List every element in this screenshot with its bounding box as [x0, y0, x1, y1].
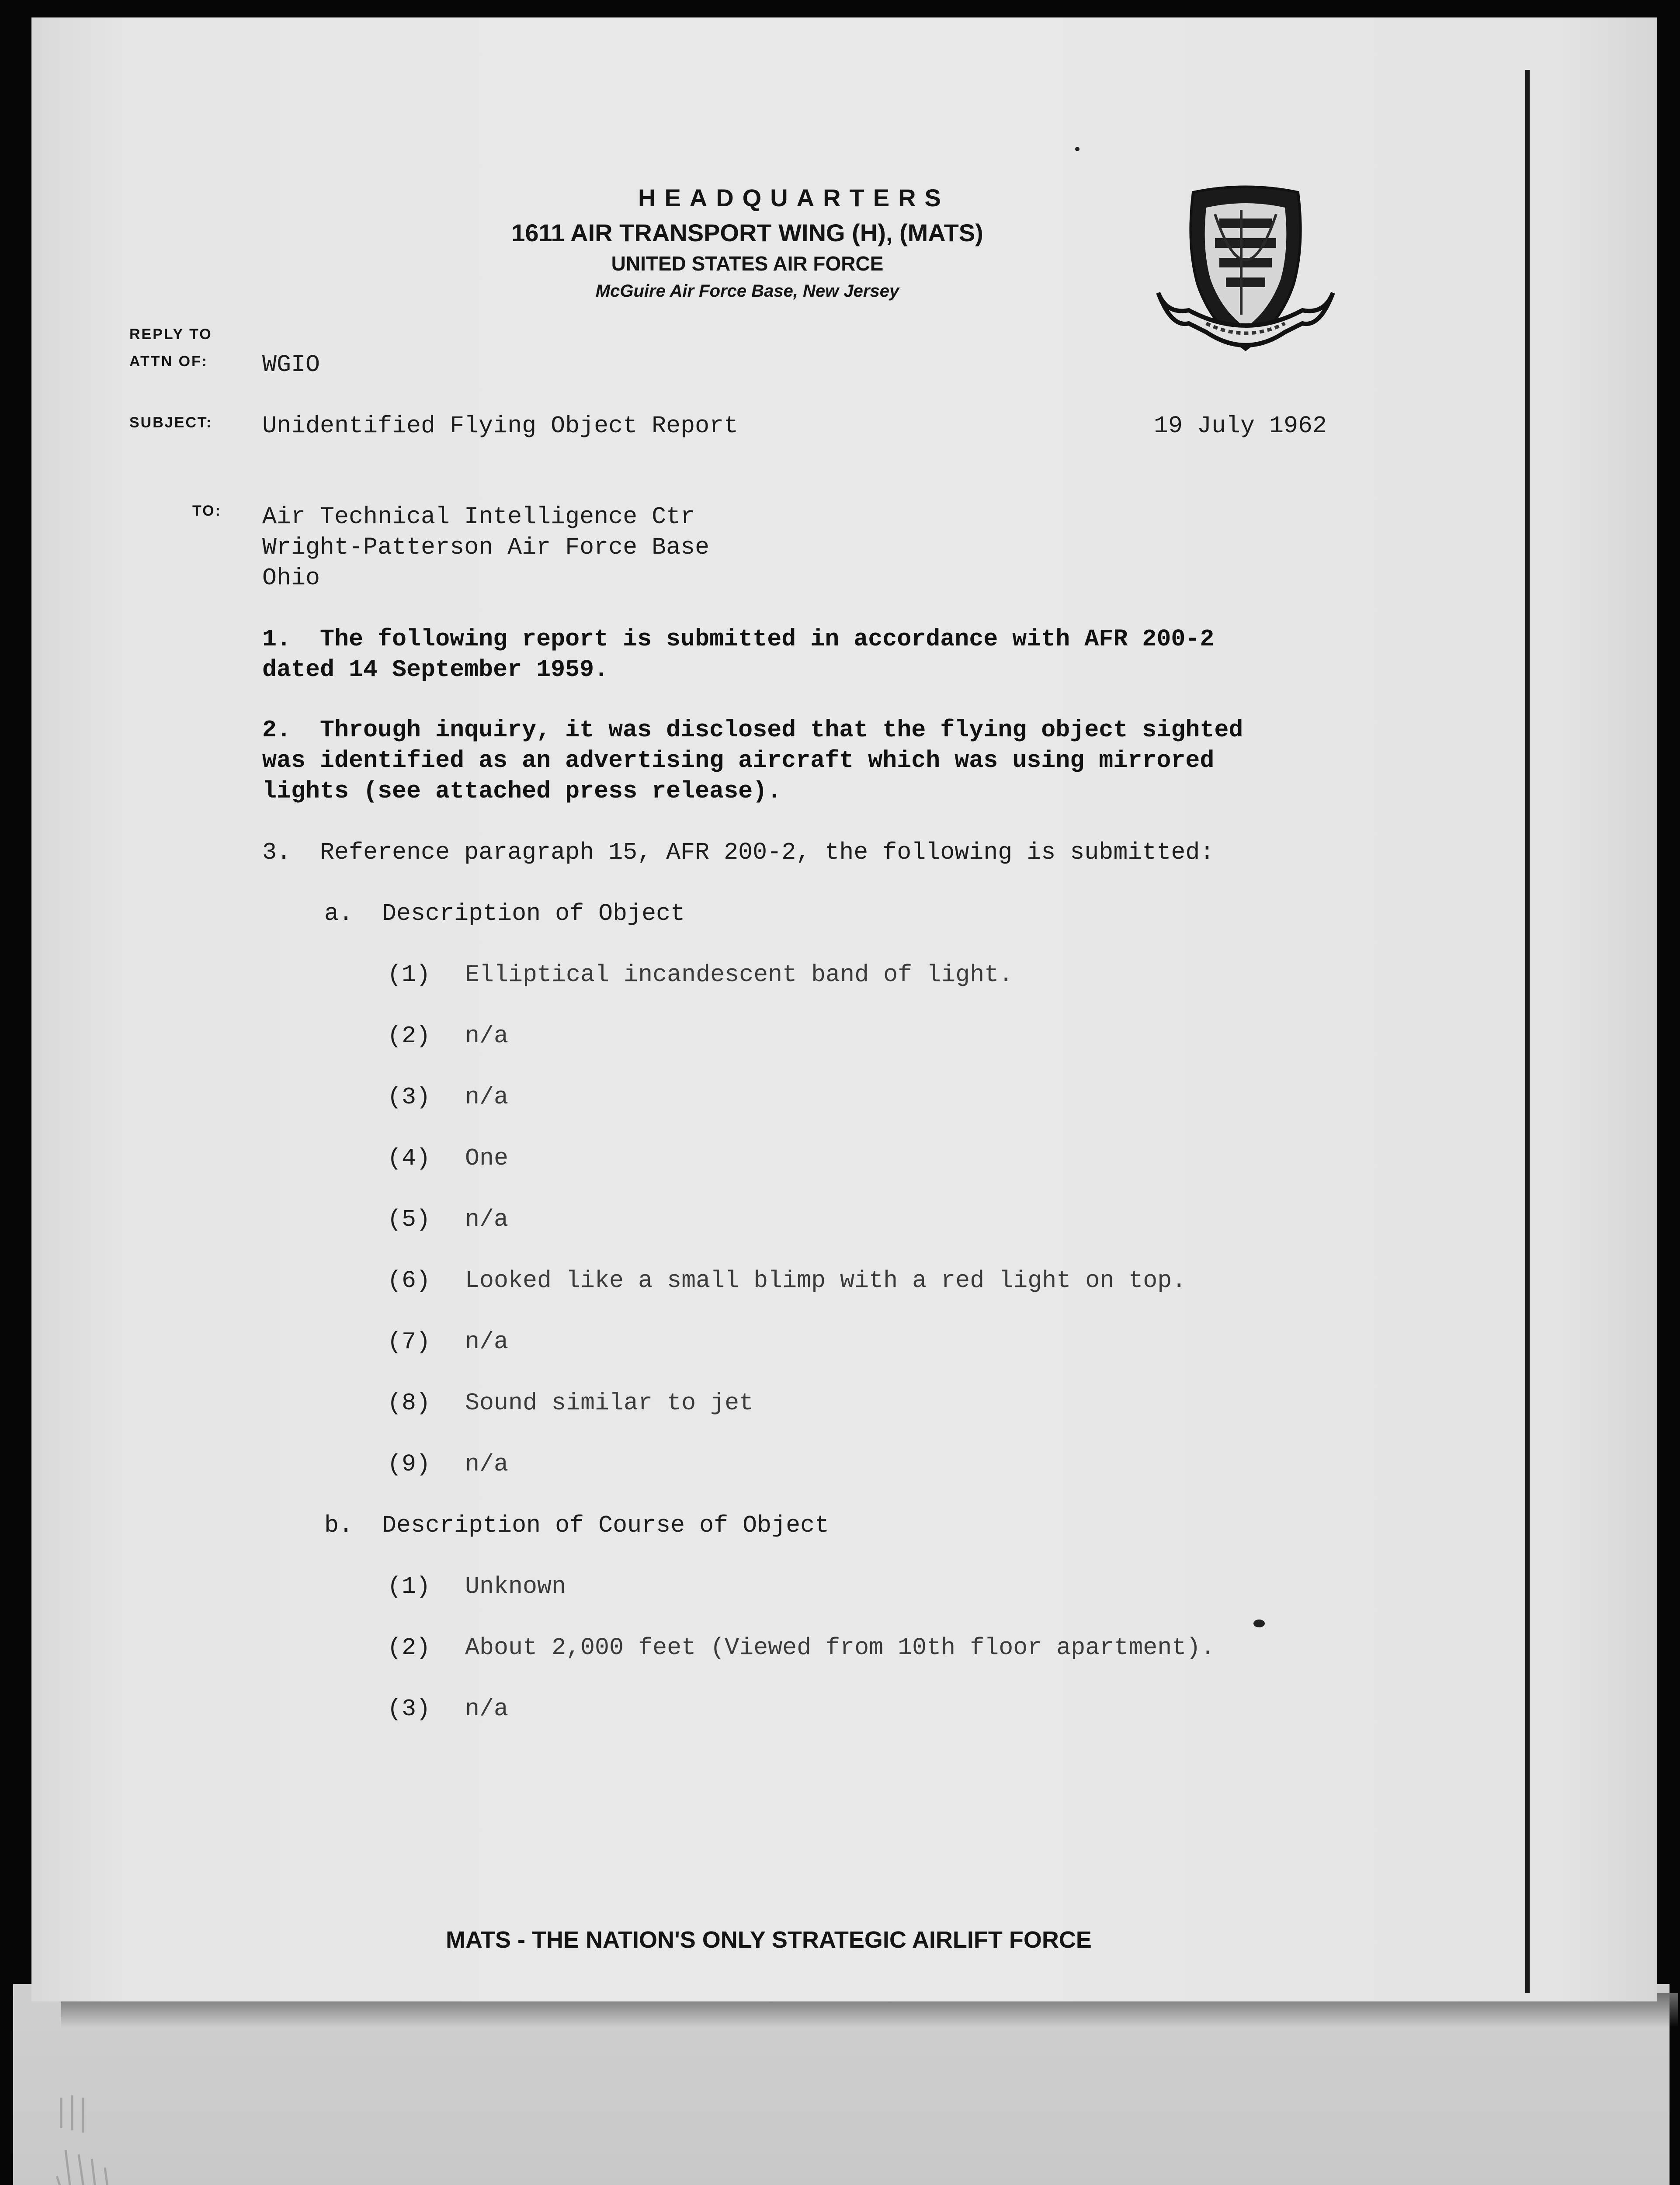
subject-value: Unidentified Flying Object Report [262, 412, 739, 440]
item-number: (2) [387, 1634, 431, 1661]
paper-edge [1525, 70, 1530, 1993]
item-text: n/a [465, 1695, 509, 1723]
item-text: n/a [465, 1022, 509, 1050]
item-text: Elliptical incandescent band of light. [465, 961, 1014, 988]
handwritten-margin-mark [48, 2089, 153, 2185]
item-text: About 2,000 feet (Viewed from 10th floor apartment). [465, 1634, 1215, 1661]
item-number: (9) [387, 1450, 431, 1478]
subject-label: SUBJECT: [129, 414, 213, 431]
item-text: Sound similar to jet [465, 1389, 754, 1417]
attn-of-label: ATTN OF: [129, 353, 208, 370]
section-b-heading: b. Description of Course of Object [324, 1512, 830, 1539]
attn-value: WGIO [262, 351, 320, 378]
to-line: Air Technical Intelligence Ctr [262, 503, 695, 531]
item-text: Unknown [465, 1573, 566, 1600]
item-text: n/a [465, 1206, 509, 1233]
paragraph-3: 3. Reference paragraph 15, AFR 200-2, the following is submitted: [262, 839, 1215, 866]
item-number: (3) [387, 1695, 431, 1723]
item-number: (6) [387, 1267, 431, 1294]
item-number: (8) [387, 1389, 431, 1417]
to-line: Wright-Patterson Air Force Base [262, 534, 710, 561]
item-number: (7) [387, 1328, 431, 1356]
item-text: n/a [465, 1450, 509, 1478]
memo-date: 19 July 1962 [1154, 412, 1327, 440]
air-force-unit-emblem-icon [1154, 184, 1337, 367]
reply-to-label: REPLY TO [129, 326, 212, 343]
item-text: n/a [465, 1328, 509, 1356]
paragraph-2-line: 2. Through inquiry, it was disclosed that the flying object sighted [262, 716, 1243, 744]
item-number: (4) [387, 1145, 431, 1172]
ink-speck [1075, 147, 1080, 151]
item-number: (1) [387, 1573, 431, 1600]
item-text: n/a [465, 1083, 509, 1111]
paragraph-2-line: lights (see attached press release). [262, 777, 782, 805]
item-text: One [465, 1145, 509, 1172]
section-a-heading: a. Description of Object [324, 900, 685, 927]
item-number: (2) [387, 1022, 431, 1050]
letterhead-service: UNITED STATES AIR FORCE [611, 252, 884, 275]
paragraph-1-line: 1. The following report is submitted in accordance with AFR 200-2 [262, 625, 1215, 653]
to-label: TO: [192, 503, 222, 519]
letterhead-base: McGuire Air Force Base, New Jersey [595, 281, 899, 301]
item-number: (1) [387, 961, 431, 988]
letterhead-headquarters: HEADQUARTERS [638, 184, 950, 212]
ink-mark [1253, 1620, 1265, 1627]
memo-page [31, 17, 1657, 2001]
item-number: (3) [387, 1083, 431, 1111]
item-number: (5) [387, 1206, 431, 1233]
to-line: Ohio [262, 564, 320, 592]
paragraph-1-line: dated 14 September 1959. [262, 656, 609, 683]
paragraph-2-line: was identified as an advertising aircraft which was using mirrored [262, 747, 1215, 774]
letterhead-wing: 1611 AIR TRANSPORT WING (H), (MATS) [511, 219, 983, 246]
footer-slogan: MATS - THE NATION'S ONLY STRATEGIC AIRLIFT FORCE [446, 1927, 1092, 1953]
item-text: Looked like a small blimp with a red light on top. [465, 1267, 1187, 1294]
